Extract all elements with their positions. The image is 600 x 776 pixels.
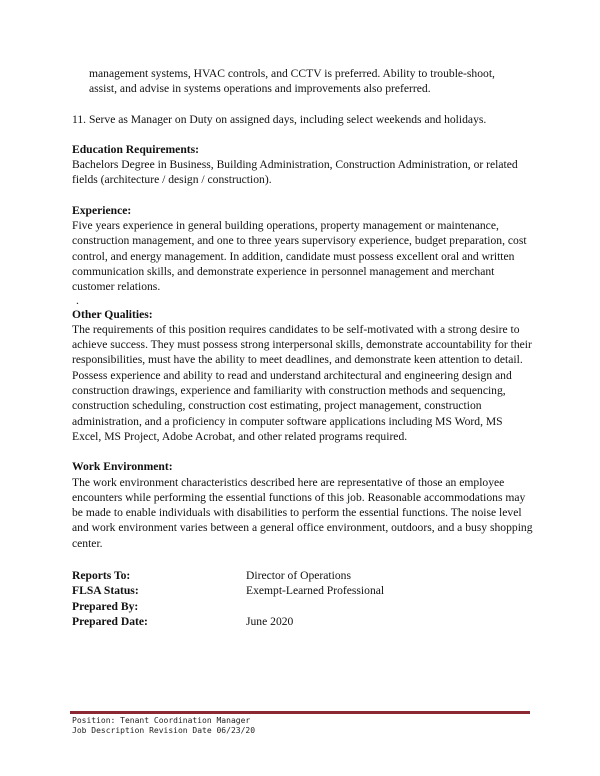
item-10-continuation — [72, 66, 534, 97]
stray-mark: . — [76, 293, 79, 307]
footer-rule — [70, 711, 530, 714]
position-details — [72, 568, 534, 629]
other-qualities-heading: Other Qualities: — [72, 307, 153, 321]
education-body: Bachelors Degree in Business, Building Administration, Construction Administration, or related fields (architecture / design / construction). — [72, 158, 518, 187]
experience-heading: Experience: — [72, 203, 132, 217]
flsa-status-value: Exempt-Learned Professional — [246, 584, 385, 598]
experience-body: Five years experience in general building operations, property management or maintenance, construction management, and one to three years supervisory experience, budget preparation, cost control, and energy management. In addition, candidate must possess excellent oral and written communication skills, and demonstrate experience in personnel management and merchant customer relations. — [72, 219, 527, 294]
prepared-by-value — [246, 599, 534, 614]
flsa-status-label: FLSA Status: — [72, 584, 139, 598]
item-11: 11. Serve as Manager on Duty on assigned days, including select weekends and holidays. — [72, 112, 487, 126]
continuation-line-1: management systems, HVAC controls, and CCTV is preferred. Ability to trouble-shoot, — [89, 67, 495, 80]
work-environment-heading: Work Environment: — [72, 460, 173, 474]
footer-revision-date: Job Description Revision Date 06/23/20 — [72, 726, 256, 735]
prepared-by-label: Prepared By: — [72, 599, 139, 613]
continuation-line-2: assist, and advise in systems operations and improvements also preferred. — [89, 82, 431, 96]
prepared-date-label: Prepared Date: — [72, 614, 148, 628]
prepared-date-value: June 2020 — [246, 614, 294, 628]
other-qualities-body: The requirements of this position requires candidates to be self-motivated with a strong desire to achieve success. They must possess strong interpersonal skills, demonstrate accountability for their responsibilities, must have the ability to meet deadlines, and demonstrate keen attention to detail. Possess experience and ability to read and understand architectural and engineering design and construction drawings, experience and familiarity with construction methods and sequencing, construction scheduling, construction cost estimating, project management, construction administration, and a proficiency in computer software applications including MS Word, MS Excel, MS Project, Adobe Acrobat, and other related programs required. — [72, 322, 532, 443]
other-qualities-section — [72, 307, 534, 445]
experience-section — [72, 203, 534, 295]
education-heading: Education Requirements: — [72, 142, 199, 156]
page-footer — [72, 716, 255, 736]
document-body — [72, 66, 534, 629]
reports-to-value: Director of Operations — [246, 569, 351, 583]
education-section — [72, 142, 534, 188]
work-environment-section — [72, 459, 534, 551]
reports-to-label: Reports To: — [72, 569, 131, 583]
work-environment-body: The work environment characteristics described here are representative of those an employee encounters while performing the essential functions of this job. Reasonable accommodations may be made to enable individuals with disabilities to perform the essential functions. The noise level and work environment varies between a general office environment, outdoors, and a busy shopping center. — [72, 475, 533, 550]
footer-position: Position: Tenant Coordination Manager — [72, 716, 251, 725]
